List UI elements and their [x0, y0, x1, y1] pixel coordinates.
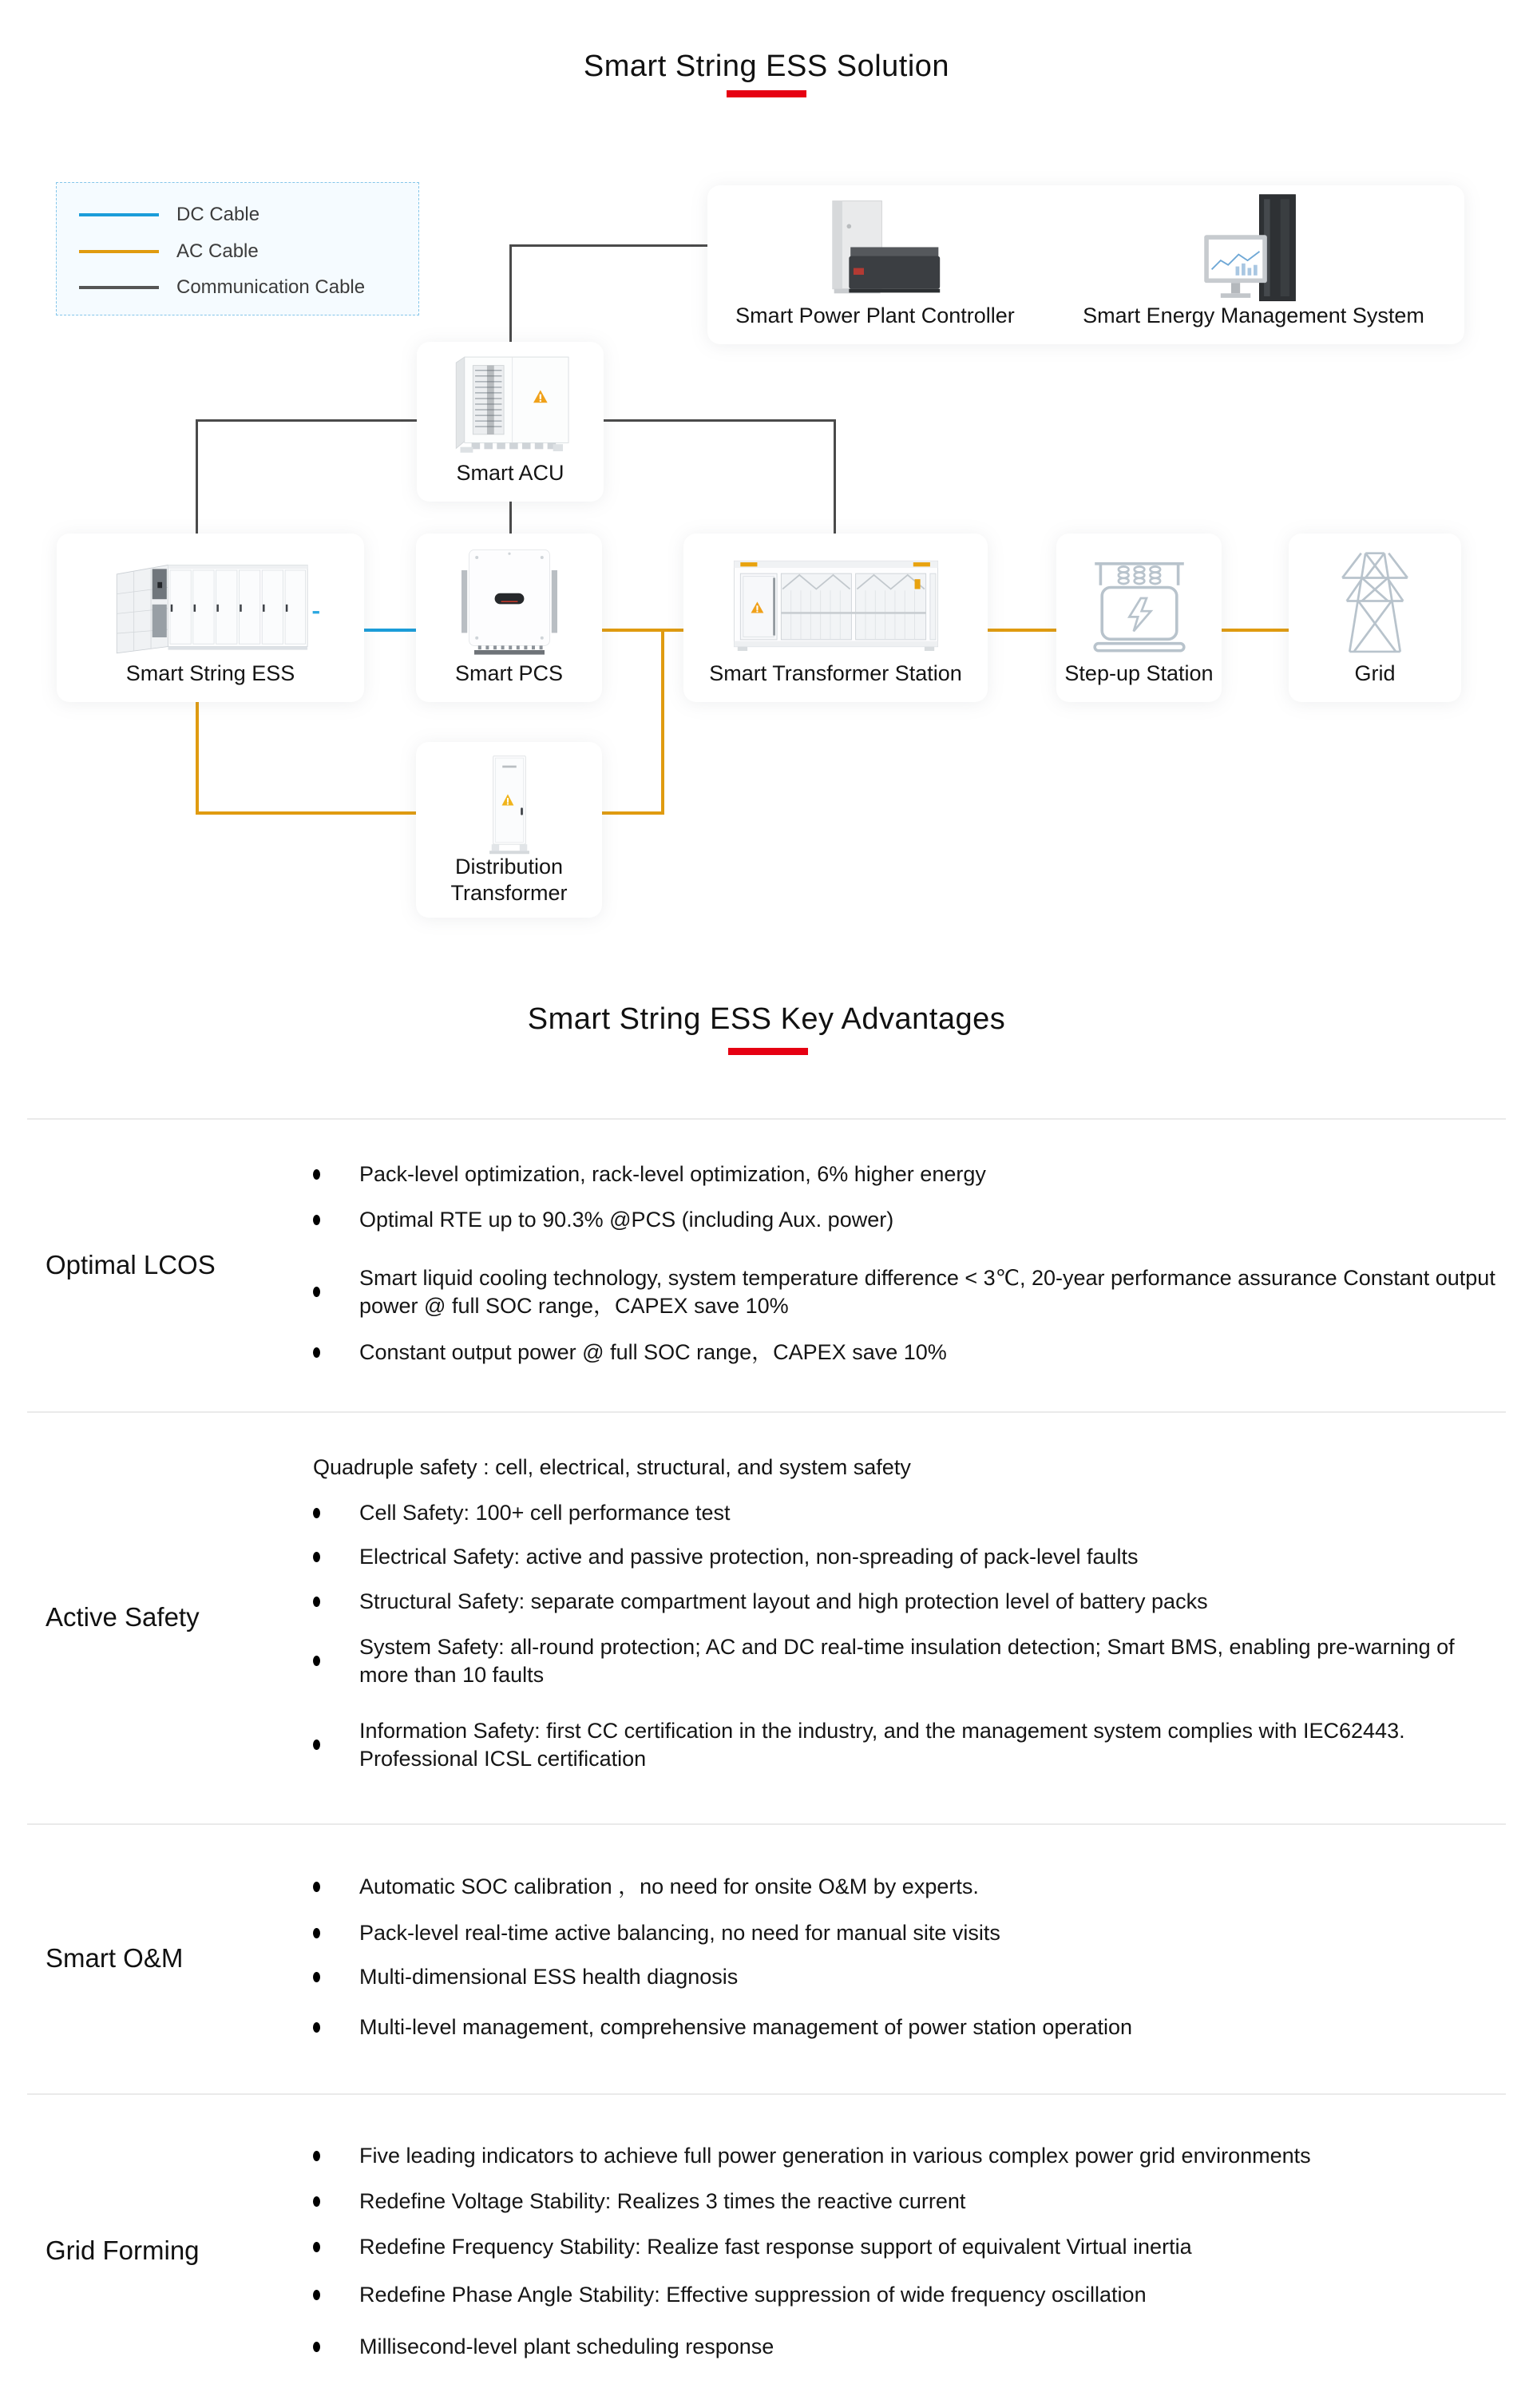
bullet-icon [313, 2342, 320, 2352]
dt-label [416, 854, 602, 906]
smart-pcs-image [416, 545, 602, 657]
ac-cable-dt-right [600, 811, 664, 815]
bullet-row [313, 1873, 979, 1901]
bullet-text: Constant output power @ full SOC range，CAPEX save 10% [359, 1340, 947, 1364]
ac-cable-dt-left [196, 811, 418, 815]
sppc-label: Smart Power Plant Controller [735, 303, 1015, 327]
bullet-icon [313, 1215, 320, 1225]
ess-label: Smart String ESS [125, 661, 295, 685]
ac-cable-sts-sus [986, 629, 1058, 632]
sus-label: Step-up Station [1064, 661, 1214, 685]
dc-cable-label: DC Cable [176, 204, 260, 225]
bullet-row [313, 2142, 1311, 2170]
grid-card [1289, 534, 1461, 702]
bullet-icon [313, 2290, 320, 2300]
section-label-active-safety: Active Safety [46, 1602, 200, 1632]
bullet-icon [313, 1508, 320, 1518]
dc-cable-ess-pcs [362, 629, 418, 632]
bullet-icon [313, 2196, 320, 2207]
management-card [707, 185, 1464, 344]
bullet-icon [313, 1169, 320, 1180]
comm-cable-acu-up [509, 244, 512, 343]
ac-cable-branch-down [661, 630, 664, 815]
bullet-row [313, 2013, 1132, 2041]
dt-label-line2: Transformer [450, 881, 568, 905]
ess-card [57, 534, 364, 702]
bullet-icon [313, 1597, 320, 1607]
ac-cable-ess-down [196, 700, 199, 815]
bullet-text: Cell Safety: 100+ cell performance test [359, 1501, 731, 1525]
advantages-title-underline [728, 1048, 808, 1055]
bullet-text: Five leading indicators to achieve full power generation in various complex power grid environments [359, 2144, 1311, 2168]
sppc-group [707, 185, 1043, 344]
comm-cable-swatch [79, 286, 159, 289]
bullet-text: Redefine Voltage Stability: Realizes 3 times the reactive current [359, 2189, 966, 2213]
smart-string-ess-image [57, 548, 364, 660]
dt-card [416, 742, 602, 918]
pcs-card [416, 534, 602, 702]
dc-cable-swatch [79, 213, 159, 216]
comm-cable-label: Communication Cable [176, 276, 366, 298]
comm-cable-to-ess [196, 419, 198, 535]
cable-legend [56, 182, 419, 315]
bullet-icon [313, 1287, 320, 1297]
section-label-grid-forming: Grid Forming [46, 2235, 200, 2265]
smart-transformer-station-image [683, 551, 988, 657]
bullet-text: Information Safety: first CC certification in the industry, and the management system complies with IEC62443. Professional ICSL certification [359, 1719, 1405, 1771]
bullet-row [313, 2188, 965, 2216]
sts-card [683, 534, 988, 702]
bullet-row [313, 2281, 1147, 2309]
smart-energy-management-system-image [1043, 192, 1464, 308]
bullet-row [313, 1633, 1501, 1689]
bullet-icon [313, 2022, 320, 2033]
dt-label-line1: Distribution [454, 855, 564, 879]
bullet-text: Multi-dimensional ESS health diagnosis [359, 1965, 739, 1989]
solution-title: Smart String ESS Solution [583, 50, 950, 83]
bullet-icon [313, 1347, 320, 1358]
section-active-safety [0, 1411, 1533, 1823]
grid-label: Grid [1354, 661, 1396, 685]
bullet-text: Multi-level management, comprehensive management of power station operation [359, 2015, 1133, 2039]
distribution-transformer-image [416, 752, 602, 859]
acu-label: Smart ACU [456, 461, 564, 485]
bullet-icon [313, 1656, 320, 1666]
advantages-title: Smart String ESS Key Advantages [527, 1002, 1006, 1036]
smart-power-plant-controller-image [707, 196, 1043, 308]
bullet-text: Redefine Phase Angle Stability: Effective suppression of wide frequency oscillation [359, 2283, 1147, 2307]
bullet-text: Structural Safety: separate compartment layout and high protection level of battery packs [359, 1589, 1208, 1613]
comm-cable-acu-right [603, 419, 836, 422]
section-label-optimal-lcos: Optimal LCOS [46, 1249, 216, 1279]
sems-label: Smart Energy Management System [1083, 303, 1424, 327]
section-intro-text: Quadruple safety : cell, electrical, structural, and system safety [313, 1455, 911, 1479]
bullet-icon [313, 1972, 320, 1982]
comm-cable-to-sts [834, 419, 836, 535]
ac-cable-pcs-sts [600, 629, 685, 632]
bullet-text: Redefine Frequency Stability: Realize fast response support of equivalent Virtual inertia [359, 2235, 1192, 2259]
bullet-row [313, 1206, 893, 1234]
smart-acu-image [417, 351, 604, 457]
bullet-row [313, 1160, 986, 1188]
bullet-text: Smart liquid cooling technology, system temperature difference < 3℃, 20-year performance assurance Constant output power @ full SOC range，CAPEX save 10% [359, 1266, 1495, 1318]
sus-card [1056, 534, 1222, 702]
comm-cable-to-pcs [509, 500, 512, 535]
sems-group [1043, 185, 1464, 344]
bullet-text: Automatic SOC calibration ，no need for onsite O&M by experts. [359, 1874, 979, 1898]
solution-title-underline [727, 90, 806, 97]
bullet-icon [313, 1882, 320, 1892]
bullet-row [313, 2333, 774, 2361]
section-grid-forming [0, 2093, 1533, 2408]
bullet-row [313, 1717, 1501, 1773]
bullet-icon [313, 1552, 320, 1562]
bullet-row [313, 1963, 738, 1991]
grid-tower-icon [1289, 543, 1461, 659]
acu-card [417, 342, 604, 502]
comm-cable-to-controller [509, 244, 709, 247]
bullet-text: System Safety: all-round protection; AC and DC real-time insulation detection; Smart BMS, enabling pre-warning of more than 10 faults [359, 1635, 1455, 1687]
bullet-row [313, 2233, 1192, 2261]
ac-cable-label: AC Cable [176, 240, 259, 262]
bullet-row [313, 1543, 1139, 1571]
ac-cable-sus-grid [1220, 629, 1290, 632]
bullet-row [313, 1588, 1208, 1616]
bullet-text: Millisecond-level plant scheduling response [359, 2335, 774, 2358]
pcs-label: Smart PCS [454, 661, 564, 685]
bullet-text: Electrical Safety: active and passive protection, non-spreading of pack-level faults [359, 1545, 1139, 1569]
bullet-row [313, 1499, 730, 1527]
bullet-text: Pack-level optimization, rack-level optimization, 6% higher energy [359, 1162, 986, 1186]
bullet-icon [313, 1740, 320, 1750]
sts-label: Smart Transformer Station [709, 661, 962, 685]
step-up-station-icon [1056, 548, 1222, 656]
section-smart-om [0, 1823, 1533, 2093]
bullet-text: Pack-level real-time active balancing, no need for manual site visits [359, 1921, 1000, 1945]
section-label-smart-om: Smart O&M [46, 1943, 184, 1973]
bullet-icon [313, 2151, 320, 2161]
bullet-row [313, 1339, 947, 1367]
ac-cable-swatch [79, 250, 159, 253]
bullet-icon [313, 1928, 320, 1938]
comm-cable-acu-left [196, 419, 418, 422]
bullet-icon [313, 2242, 320, 2252]
section-intro-row [313, 1454, 911, 1482]
bullet-row [313, 1919, 1000, 1947]
bullet-text: Optimal RTE up to 90.3% @PCS (including Aux. power) [359, 1208, 894, 1232]
bullet-row [313, 1264, 1501, 1320]
section-optimal-lcos [0, 1118, 1533, 1411]
